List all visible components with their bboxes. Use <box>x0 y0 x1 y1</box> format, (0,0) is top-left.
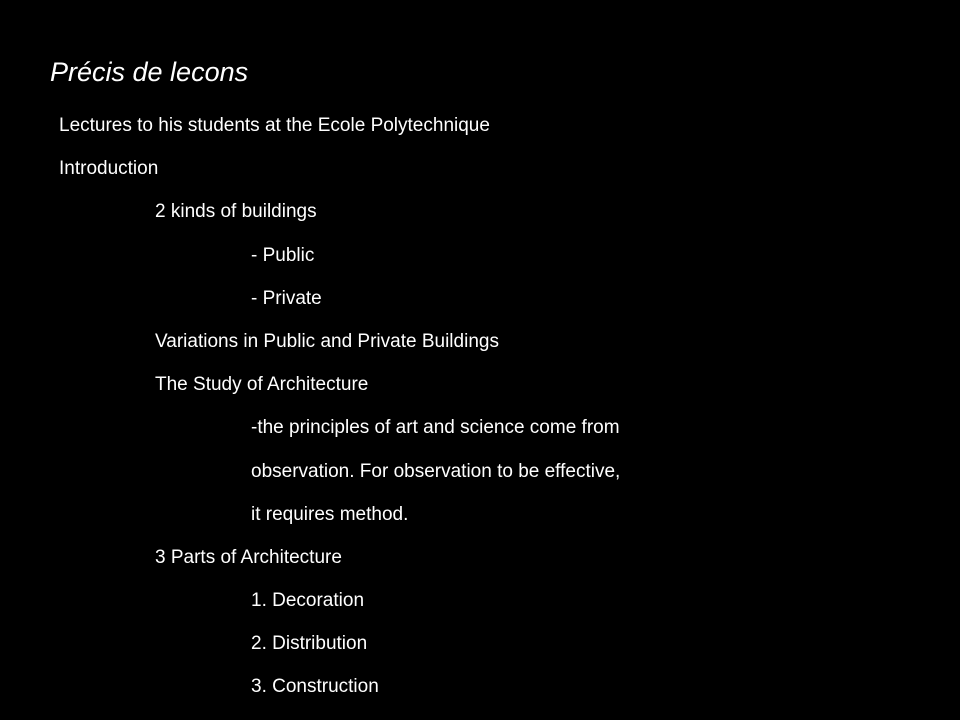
outline-line-construction: 3. Construction <box>251 676 379 698</box>
outline-line-distribution: 2. Distribution <box>251 633 368 655</box>
outline-line-principles: -the principles of art and science come from <box>251 417 620 439</box>
outline-line-introduction: Introduction <box>59 158 159 180</box>
outline-line-kinds-of-buildings: 2 kinds of buildings <box>155 201 317 223</box>
outline-line-public: - Public <box>251 244 315 266</box>
slide-title: Précis de lecons <box>50 57 249 87</box>
outline-line-method: it requires method. <box>251 503 409 525</box>
outline-line-variations: Variations in Public and Private Buildings <box>155 330 499 352</box>
outline-line-study-of-architecture: The Study of Architecture <box>155 374 369 396</box>
outline-line-decoration: 1. Decoration <box>251 590 365 612</box>
outline-line-observation: observation. For observation to be effective, <box>251 460 621 482</box>
outline <box>0 104 960 709</box>
outline-line-subtitle: Lectures to his students at the Ecole Polytechnique <box>59 115 490 136</box>
outline-line-private: - Private <box>251 287 322 309</box>
outline-line-parts-of-architecture: 3 Parts of Architecture <box>155 546 342 568</box>
